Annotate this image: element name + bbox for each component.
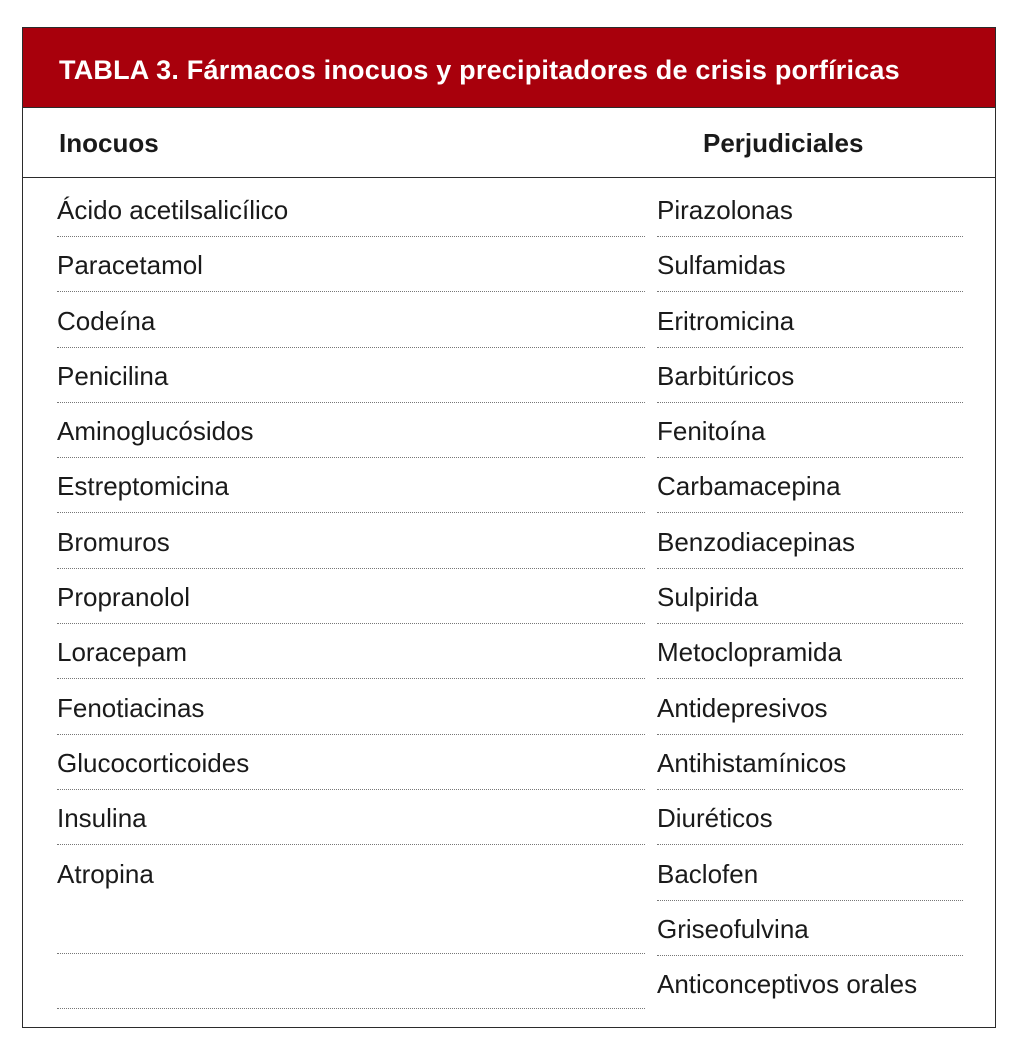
perjudiciales-item: Carbamacepina: [657, 459, 963, 513]
perjudiciales-item: Griseofulvina: [657, 902, 963, 956]
perjudiciales-item: Baclofen: [657, 847, 963, 901]
inocuos-item: Penicilina: [57, 349, 645, 403]
perjudiciales-item: Benzodiacepinas: [657, 515, 963, 569]
table-title-bar: [23, 28, 995, 108]
perjudiciales-item: Barbitúricos: [657, 349, 963, 403]
table-title: TABLA 3. Fármacos inocuos y precipitadores de crisis porfíricas: [59, 55, 900, 85]
perjudiciales-item: Antihistamínicos: [657, 736, 963, 790]
column-header-inocuos: Inocuos: [59, 128, 159, 158]
perjudiciales-item: Antidepresivos: [657, 681, 963, 735]
inocuos-item: Insulina: [57, 791, 645, 845]
inocuos-item: Glucocorticoides: [57, 736, 645, 790]
inocuos-item: Ácido acetilsalicílico: [57, 183, 645, 237]
inocuos-item: Propranolol: [57, 570, 645, 624]
inocuos-empty-row: [57, 955, 645, 1009]
perjudiciales-item: Sulfamidas: [657, 238, 963, 292]
guide-spacer: [57, 183, 645, 900]
perjudiciales-item: Sulpirida: [657, 570, 963, 624]
perjudiciales-item: Metoclopramida: [657, 625, 963, 679]
perjudiciales-item: Pirazolonas: [657, 183, 963, 237]
inocuos-empty-row: [57, 900, 645, 954]
perjudiciales-item: Diuréticos: [657, 791, 963, 845]
perjudiciales-item: Eritromicina: [657, 294, 963, 348]
drug-table: [22, 27, 996, 1028]
column-header-perjudiciales: Perjudiciales: [703, 128, 864, 158]
inocuos-dotted-guides: [57, 183, 645, 1011]
inocuos-item: Aminoglucósidos: [57, 404, 645, 458]
inocuos-item: Estreptomicina: [57, 459, 645, 513]
perjudiciales-item: Anticonceptivos orales: [657, 969, 918, 1000]
inocuos-item: Fenotiacinas: [57, 681, 645, 735]
inocuos-item: Paracetamol: [57, 238, 645, 292]
inocuos-item: Loracepam: [57, 625, 645, 679]
table-header-row: [23, 108, 995, 178]
perjudiciales-column: [657, 183, 963, 1012]
perjudiciales-item: Fenitoína: [657, 404, 963, 458]
inocuos-item: Bromuros: [57, 515, 645, 569]
inocuos-item: Atropina: [57, 858, 154, 889]
inocuos-item: Codeína: [57, 294, 645, 348]
